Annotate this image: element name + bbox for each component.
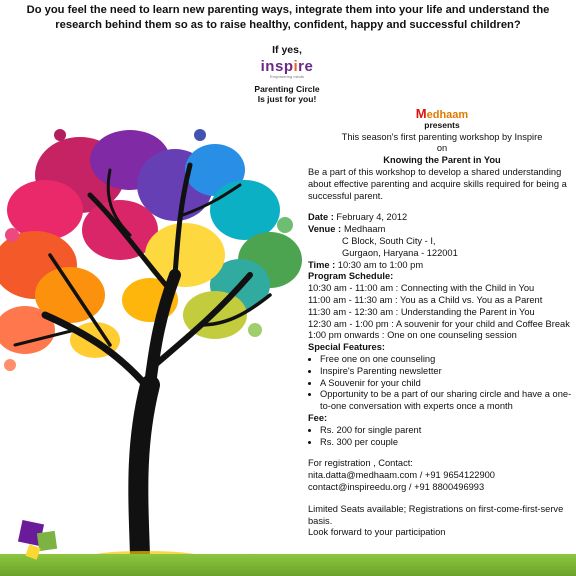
venue-line-2: C Block, South City - I, [342, 235, 436, 246]
inspire-intro [232, 44, 342, 104]
venue-line-1: Medhaam [344, 224, 386, 235]
features-title: Special Features: [308, 342, 385, 353]
look-forward-text: Look forward to your participation [308, 527, 446, 538]
date-row [308, 212, 576, 224]
medhaam-logo-rest: edhaam [426, 109, 469, 121]
fee-item: • Rs. 300 per couple [320, 437, 576, 449]
if-yes-text: If yes, [272, 44, 302, 56]
date-label: Date : [308, 212, 334, 223]
tree-illustration [0, 115, 308, 570]
feature-item: • Free one on one counseling [320, 354, 576, 366]
schedule-title: Program Schedule: [308, 271, 394, 282]
just-for-you-text: Is just for you! [257, 94, 317, 104]
feature-item: • A Souvenir for your child [320, 378, 576, 390]
contact-line[interactable]: nita.datta@medhaam.com / +91 9654122900 [308, 470, 495, 481]
workshop-title: Knowing the Parent in You [383, 155, 501, 166]
schedule-item: 1:00 pm onwards : One on one counseling session [308, 330, 517, 341]
fee-list [308, 425, 576, 449]
schedule-item: 11:30 am - 12:30 am : Understanding the Parent in You [308, 306, 535, 317]
on-text: on [436, 143, 448, 154]
features-list [308, 354, 576, 413]
venue-label: Venue : [308, 224, 342, 235]
feature-item: • Inspire's Parenting newsletter [320, 366, 576, 378]
inspire-tagline: Empowering minds [269, 74, 304, 79]
fee-title: Fee: [308, 412, 328, 423]
registration-title: For registration , Contact: [308, 458, 413, 469]
contact-line[interactable]: contact@inspireedu.org / +91 8800496993 [308, 481, 485, 492]
venue-line-3: Gurgaon, Haryana - 122001 [342, 247, 458, 258]
schedule-item: 12:30 am - 1:00 pm : A souvenir for your child and Coffee Break [308, 318, 570, 329]
headline: Do you feel the need to learn new parenting ways, integrate them into your life and understand the research behind them so as to raise healthy, confident, happy and successful children? [26, 4, 550, 31]
presents-text: presents [424, 119, 460, 130]
limited-seats-text: Limited Seats available; Registrations on first-come-first-serve basis. [308, 503, 564, 526]
schedule-item: 11:00 am - 11:30 am : You as a Child vs. You as a Parent [308, 294, 543, 305]
inspire-logo [232, 58, 342, 75]
workshop-description: Be a part of this workshop to develop a shared understanding about effective parenting and acquire skills required for being a successful parent. [308, 166, 567, 201]
workshop-tagline: This season's first parenting workshop by Inspire [341, 131, 543, 142]
time-value: 10:30 am to 1:00 pm [335, 259, 424, 270]
parenting-circle-text: Parenting Circle [254, 84, 320, 94]
schedule-item: 10:30 am - 11:00 am : Connecting with the Child in You [308, 283, 535, 294]
grass-strip [0, 554, 576, 576]
inspire-logo-i: i [293, 58, 299, 75]
workshop-details [308, 108, 576, 539]
inspire-logo-post: re [298, 58, 314, 75]
date-value: February 4, 2012 [333, 212, 408, 223]
venue-row [308, 224, 576, 236]
fee-item: • Rs. 200 for single parent [320, 425, 576, 437]
paint-splashes [0, 129, 302, 371]
medhaam-logo-m: M [415, 106, 427, 121]
feature-item: • Opportunity to be a part of our sharing circle and have a one-to-one conversation with experts once a month [320, 389, 576, 413]
inspire-logo-pre: insp [260, 58, 294, 75]
time-row [308, 260, 576, 272]
time-label: Time : [308, 259, 336, 270]
